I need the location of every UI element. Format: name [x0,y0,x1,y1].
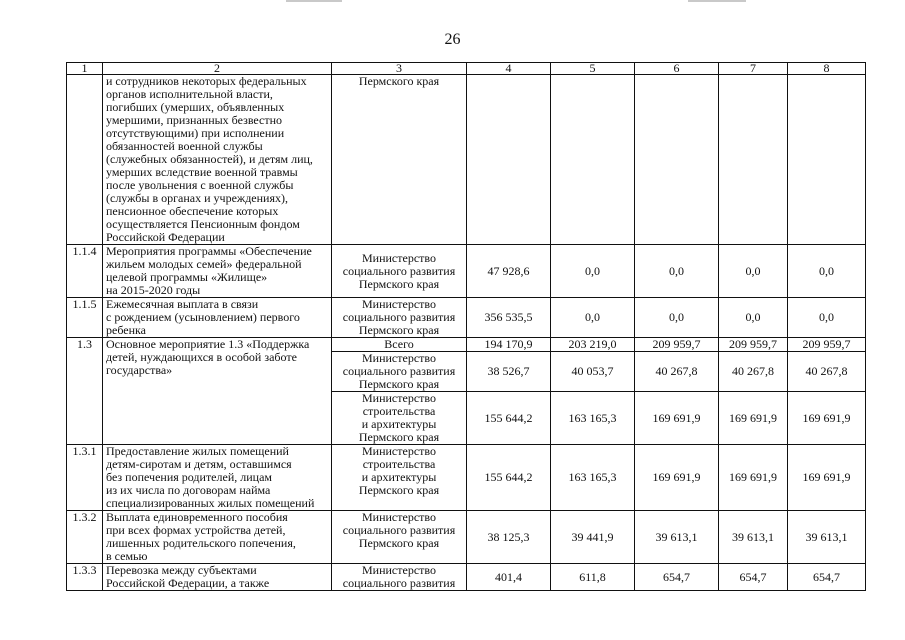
row-executor: Министерство строительства и архитектуры Пермского края [332,392,467,445]
cell-value: 169 691,9 [788,392,866,445]
cell-value: 654,7 [788,564,866,591]
cell-value: 40 267,8 [635,352,719,392]
row-description: и сотрудников некоторых федеральных органов исполнительной власти, погибших (умерших, объявленных умершими, признанных безвестно отсутствующими) при исполнении обязанностей военной службы (служебных обязанностей), и детям лиц, умерших вследствие военной травмы после увольнения с военной службы (службы в органах и учреждениях), пенсионное обеспечение которых осуществляется Пенсионным фондом Российской Федерации [103,75,332,245]
cell-value: 0,0 [551,245,635,298]
row-number: 1.1.4 [67,245,103,298]
table-row [67,75,866,245]
row-executor: Всего [332,338,467,352]
row-number: 1.3.1 [67,445,103,511]
cell-value [467,75,551,245]
row-executor: Министерство социального развития Пермского края [332,298,467,338]
cell-value: 0,0 [719,245,788,298]
budget-table [66,62,866,591]
row-description: Ежемесячная выплата в связи с рождением (усыновлением) первого ребенка [103,298,332,338]
cell-value: 194 170,9 [467,338,551,352]
row-number: 1.3.2 [67,511,103,564]
col-header-4: 4 [467,63,551,75]
cell-value: 203 219,0 [551,338,635,352]
col-header-5: 5 [551,63,635,75]
table-row [67,564,866,591]
cell-value: 169 691,9 [635,392,719,445]
table-row [67,445,866,511]
col-header-3: 3 [332,63,467,75]
row-executor: Министерство социального развития Пермского края [332,511,467,564]
cell-value: 209 959,7 [788,338,866,352]
scan-edge-line-left [286,0,342,2]
cell-value: 0,0 [788,245,866,298]
row-executor: Министерство социального развития Пермского края [332,352,467,392]
cell-value [635,75,719,245]
row-number: 1.3.3 [67,564,103,591]
cell-value [788,75,866,245]
column-number-row [67,63,866,75]
row-description: Мероприятия программы «Обеспечение жильем молодых семей» федеральной целевой программы «Жилище» на 2015-2020 годы [103,245,332,298]
row-description: Предоставление жилых помещений детям-сиротам и детям, оставшимся без попечения родителей, лицам из их числа по договорам найма специализированных жилых помещений [103,445,332,511]
row-description: Основное мероприятие 1.3 «Поддержка детей, нуждающихся в особой заботе государства» [103,338,332,445]
cell-value: 39 441,9 [551,511,635,564]
cell-value: 169 691,9 [719,445,788,511]
row-description: Перевозка между субъектами Российской Федерации, а также [103,564,332,591]
cell-value: 47 928,6 [467,245,551,298]
cell-value [719,75,788,245]
cell-value: 38 125,3 [467,511,551,564]
row-executor: Пермского края [332,75,467,245]
cell-value: 39 613,1 [635,511,719,564]
table-row [67,338,866,352]
cell-value: 0,0 [788,298,866,338]
table-row [67,511,866,564]
row-number: 1.3 [67,338,103,445]
col-header-2: 2 [103,63,332,75]
cell-value: 654,7 [635,564,719,591]
cell-value: 38 526,7 [467,352,551,392]
cell-value: 0,0 [635,298,719,338]
cell-value: 0,0 [551,298,635,338]
cell-value: 39 613,1 [788,511,866,564]
row-executor: Министерство социального развития [332,564,467,591]
cell-value: 356 535,5 [467,298,551,338]
cell-value: 163 165,3 [551,392,635,445]
table-row [67,298,866,338]
cell-value: 163 165,3 [551,445,635,511]
scan-edge-line-right [688,0,746,2]
col-header-8: 8 [788,63,866,75]
row-executor: Министерство строительства и архитектуры Пермского края [332,445,467,511]
row-number: 1.1.5 [67,298,103,338]
row-description: Выплата единовременного пособия при всех формах устройства детей, лишенных родительского попечения, в семью [103,511,332,564]
cell-value: 0,0 [719,298,788,338]
cell-value: 40 267,8 [719,352,788,392]
cell-value: 401,4 [467,564,551,591]
cell-value: 209 959,7 [719,338,788,352]
cell-value: 39 613,1 [719,511,788,564]
cell-value: 654,7 [719,564,788,591]
page-number: 26 [444,31,461,48]
row-number [67,75,103,245]
cell-value: 40 267,8 [788,352,866,392]
col-header-7: 7 [719,63,788,75]
row-executor: Министерство социального развития Пермского края [332,245,467,298]
cell-value: 155 644,2 [467,392,551,445]
cell-value [551,75,635,245]
cell-value: 40 053,7 [551,352,635,392]
cell-value: 611,8 [551,564,635,591]
col-header-6: 6 [635,63,719,75]
table-row [67,245,866,298]
cell-value: 0,0 [635,245,719,298]
cell-value: 169 691,9 [719,392,788,445]
cell-value: 169 691,9 [635,445,719,511]
col-header-1: 1 [67,63,103,75]
cell-value: 169 691,9 [788,445,866,511]
cell-value: 209 959,7 [635,338,719,352]
cell-value: 155 644,2 [467,445,551,511]
